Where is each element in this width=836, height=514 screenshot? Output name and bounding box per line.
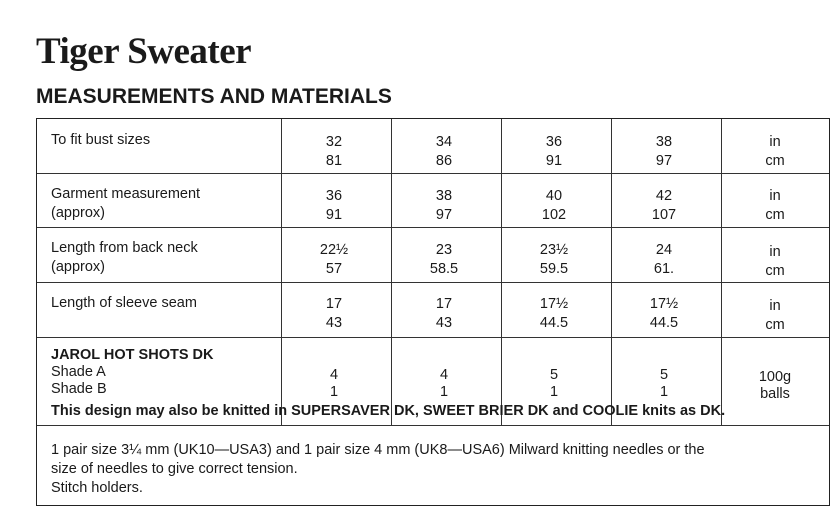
yarn-unit-cell: 100g balls	[758, 369, 792, 402]
unit-cell: in cm	[765, 298, 785, 333]
unit-cell: in cm	[765, 244, 785, 279]
column-divider	[611, 119, 612, 425]
row-divider	[37, 282, 829, 283]
column-divider	[721, 119, 722, 425]
yarn-value-cell: 5 1	[549, 367, 559, 400]
row-label-garment: Garment measurement (approx)	[51, 186, 201, 221]
row-divider	[37, 227, 829, 228]
value-cell: 23½ 59.5	[539, 242, 569, 277]
value-cell: 17 43	[325, 296, 343, 331]
needles-text: 1 pair size 3¼ mm (UK10—USA3) and 1 pair size 4 mm (UK8—USA6) Milward knitting needles or the size of needles to give correct tension. Stitch holders.	[51, 442, 705, 496]
value-cell: 40 102	[541, 188, 567, 223]
value-cell: 24 61.	[653, 242, 675, 277]
value-cell: 38 97	[655, 134, 673, 169]
shade-a-label: Shade A	[51, 364, 106, 380]
column-divider	[391, 119, 392, 425]
unit-cell: in cm	[765, 188, 785, 223]
value-cell: 36 91	[325, 188, 343, 223]
row-divider	[37, 425, 829, 426]
column-divider	[281, 119, 282, 425]
value-cell: 32 81	[325, 134, 343, 169]
value-cell: 17½ 44.5	[649, 296, 679, 331]
yarn-value-cell: 4 1	[329, 367, 339, 400]
value-cell: 38 97	[435, 188, 453, 223]
row-label-length: Length from back neck (approx)	[51, 240, 198, 275]
section-heading: MEASUREMENTS AND MATERIALS	[36, 85, 392, 108]
value-cell: 36 91	[545, 134, 563, 169]
measurements-table	[36, 118, 830, 506]
value-cell: 17½ 44.5	[539, 296, 569, 331]
value-cell: 34 86	[435, 134, 453, 169]
alternative-yarns-note: This design may also be knitted in SUPERSAVER DK, SWEET BRIER DK and COOLIE knits as DK.	[51, 403, 726, 419]
yarn-label	[51, 347, 213, 398]
yarn-name: JAROL HOT SHOTS DK	[51, 347, 214, 363]
value-cell: 17 43	[435, 296, 453, 331]
value-cell: 23 58.5	[429, 242, 459, 277]
row-divider	[37, 173, 829, 174]
page-title: Tiger Sweater	[36, 31, 252, 72]
column-divider	[501, 119, 502, 425]
unit-cell: in cm	[765, 134, 785, 169]
value-cell: 22½ 57	[319, 242, 349, 277]
shade-b-label: Shade B	[51, 381, 107, 397]
value-cell: 42 107	[651, 188, 677, 223]
yarn-value-cell: 5 1	[659, 367, 669, 400]
row-label-sleeve: Length of sleeve seam	[51, 295, 197, 311]
yarn-value-cell: 4 1	[439, 367, 449, 400]
row-divider	[37, 337, 829, 338]
row-label-bust: To fit bust sizes	[51, 132, 151, 148]
